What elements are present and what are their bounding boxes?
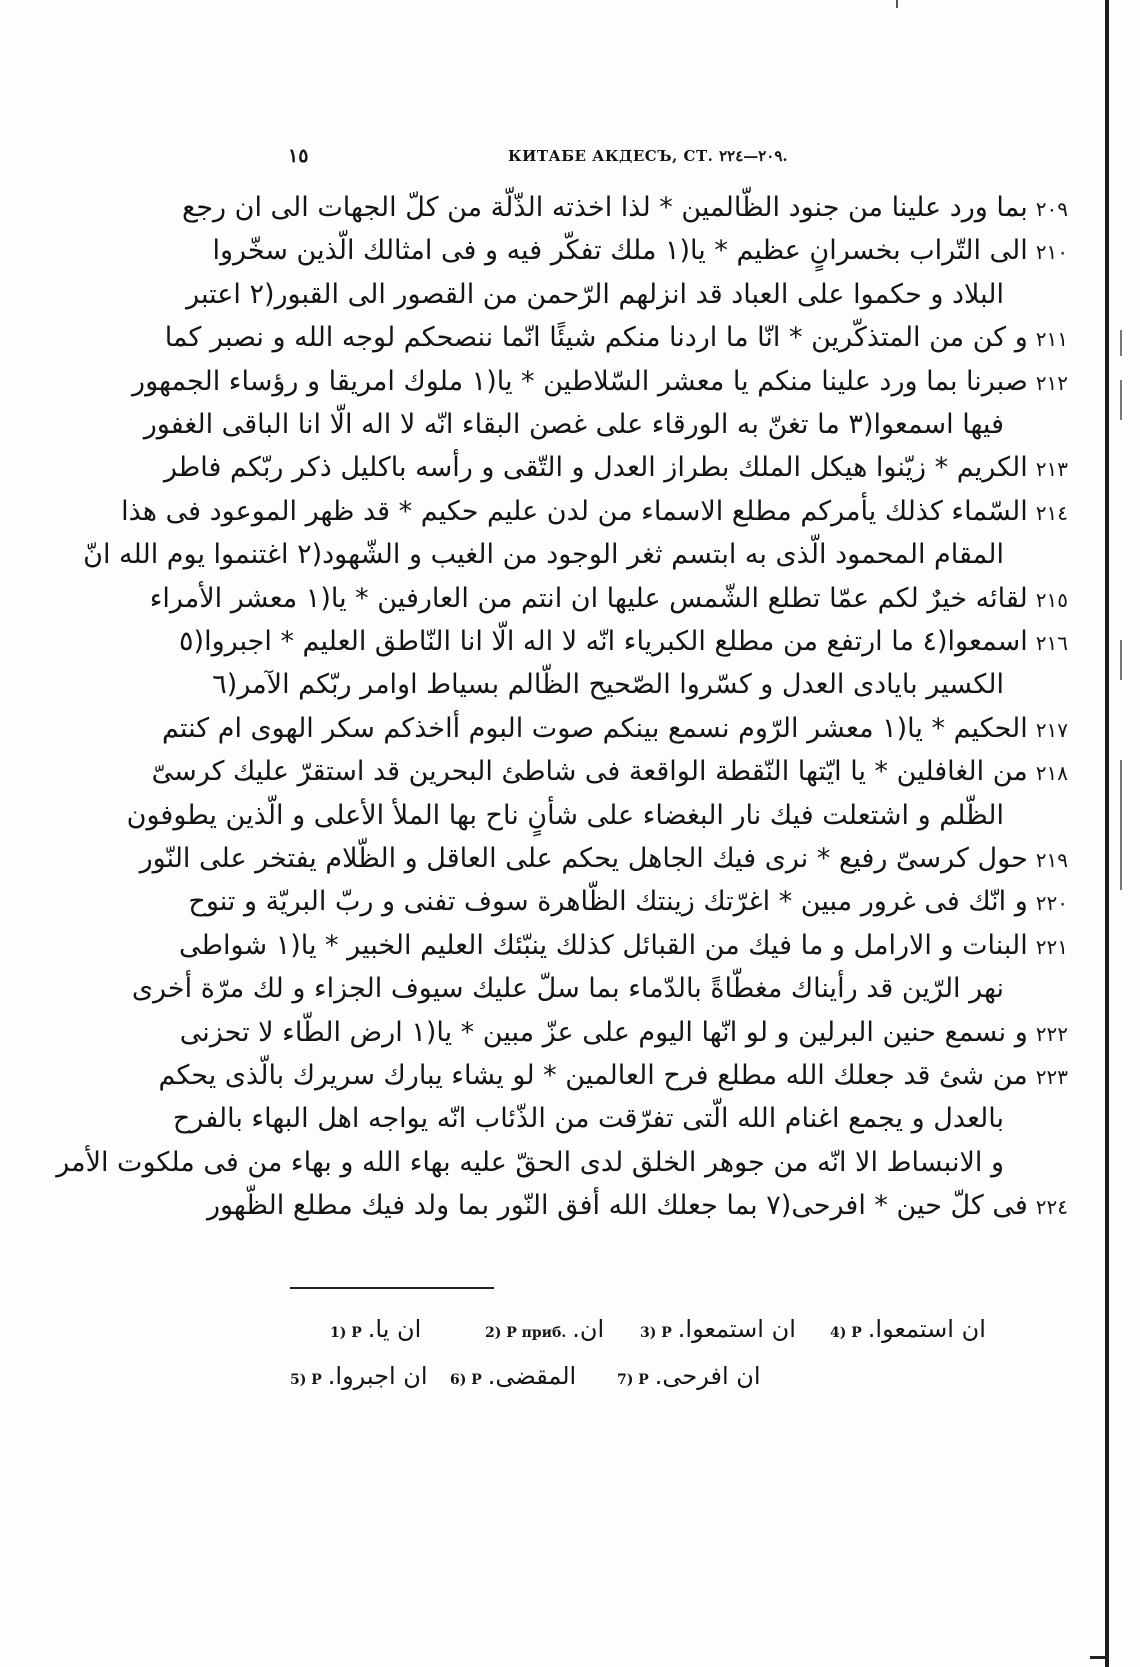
footnote-label: 7) P — [617, 1372, 649, 1388]
verse-line — [149, 579, 1068, 619]
verse-text: الحكيم * يا(١ معشر الرّوم نسمع بينكم صوت البوم أاخذكم سكر الهوى ام كنتم — [162, 713, 1028, 744]
verse-text: فيها اسمعوا(٣ ما تغنّ به الورقاء على غصن البقاء انّه لا اله الّا انا الباقى الغفور — [143, 409, 1004, 440]
verse-line — [139, 839, 1068, 879]
verse-text: بالعدل و يجمع اغنام الله الّتى تفرّقت من الذّئاب انّه يواجه اهل البهاء بالفرح — [172, 1103, 1004, 1134]
footnote — [485, 1312, 604, 1350]
footnote — [290, 1359, 428, 1397]
verse-number: ٢١٦ — [1035, 631, 1068, 655]
verse-line — [131, 969, 1004, 1009]
verse-line — [126, 796, 1004, 836]
footnote — [830, 1312, 986, 1350]
verse-line — [186, 275, 1004, 315]
footnote-text: ان افرحى. — [654, 1362, 761, 1390]
verse-number: ٢١٢ — [1035, 371, 1068, 395]
verse-line — [151, 752, 1068, 792]
verse-text: و الانبساط الا انّه من جوهر الخلق لدى الحقّ عليه بهاء الله و بهاء من فى ملكوت الأمر — [56, 1147, 1004, 1178]
verse-number: ٢٢١ — [1035, 935, 1068, 959]
footnote-text: ان يا. — [367, 1315, 422, 1343]
verse-text: الكسير بايادى العدل و كسّروا الصّحيح الظّالم بسياط اوامر ربّكم الآمر(٦ — [212, 669, 1004, 700]
page-number: ١٥ — [288, 145, 309, 167]
scan-artifact-mark — [896, 0, 898, 8]
verse-line — [212, 231, 1068, 271]
verse-text: و كن من المتذكّرين * انّا ما اردنا منكم شيئًا انّما ننصحكم لوجه الله و نصبر كما — [164, 322, 1028, 353]
verse-number: ٢١٥ — [1035, 588, 1068, 612]
verse-number: ٢٢٢ — [1035, 1022, 1068, 1046]
verse-text: من الغافلين * يا ايّتها النّقطة الواقعة فى شاطئ البحرين قد استقرّ عليك كرسىّ — [151, 756, 1028, 787]
footnote-label: 2) P приб. — [485, 1325, 567, 1341]
margin-mark — [1120, 330, 1122, 356]
footnote-label: 6) P — [450, 1372, 482, 1388]
verse-number: ٢١٠ — [1035, 240, 1068, 264]
verse-number: ٢١٣ — [1035, 457, 1068, 481]
margin-mark — [1120, 760, 1122, 890]
margin-mark — [1120, 640, 1122, 680]
verse-text: البنات و الارامل و ما فيك من القبائل كذلك ينبّئك العليم الخبير * يا(١ شواطى — [179, 930, 1028, 961]
footnote-row — [0, 1359, 1100, 1393]
verse-text: الكريم * زيّنوا هيكل الملك بطراز العدل و التّقى و رأسه باكليل ذكر ربّكم فاطر — [163, 452, 1028, 483]
verse-text: لقائه خيرٌ لكم عمّا تطلع الشّمس عليها ان انتم من العارفين * يا(١ معشر الأمراء — [149, 583, 1028, 614]
verse-line — [158, 1056, 1068, 1096]
verse-line — [206, 1186, 1068, 1226]
verse-number: ٢٢٠ — [1035, 891, 1068, 915]
verse-number: ٢١١ — [1035, 327, 1068, 351]
verse-number: ٢١٨ — [1035, 761, 1068, 785]
verse-text: البلاد و حكموا على العباد قد انزلهم الرّحمن من القصور الى القبور(٢ اعتبر — [186, 279, 1004, 310]
footnote-label: 5) P — [290, 1372, 322, 1388]
verse-line — [83, 535, 1004, 575]
verse-line — [164, 318, 1068, 358]
verse-text: اسمعوا(٤ ما ارتفع من مطلع الكبرياء انّه لا اله الّا انا النّاطق العليم * اجبروا(٥ — [179, 626, 1028, 657]
page-header — [286, 145, 1068, 169]
verse-text: من شئ قد جعلك الله مطلع فرح العالمين * لو يشاء يبارك سريرك بالّذى يحكم — [158, 1060, 1028, 1091]
footnote-row — [0, 1312, 1100, 1346]
verse-text: الظّلم و اشتعلت فيك نار البغضاء على شأنٍ ناح بها الملأ الأعلى و الّذين يطوفون — [126, 800, 1004, 831]
verse-text: الى التّراب بخسرانٍ عظيم * يا(١ ملك تفكّر فيه و فى امثالك الّذين سخّروا — [212, 235, 1028, 266]
verse-line — [212, 665, 1004, 705]
footnote-text: ان استمعوا. — [677, 1315, 796, 1343]
verse-number: ٢١٩ — [1035, 848, 1068, 872]
footnote — [450, 1359, 576, 1397]
verse-line — [179, 1013, 1068, 1053]
verse-text: السّماء كذلك يأمركم مطلع الاسماء من لدن عليم حكيم * قد ظهر الموعود فى هذا — [121, 496, 1028, 527]
scan-artifact-mark — [1090, 1656, 1108, 1659]
verse-text: بما ورد علينا من جنود الظّالمين * لذا اخذته الذّلّة من كلّ الجهات الى ان رجع — [181, 192, 1028, 223]
verse-line — [121, 492, 1068, 532]
footnote-label: 3) P — [640, 1325, 672, 1341]
verse-line — [143, 405, 1004, 445]
verse-text: فى كلّ حين * افرحى(٧ بما جعلك الله أفق النّور بما ولد فيك مطلع الظّهور — [206, 1190, 1028, 1221]
verse-line — [188, 882, 1068, 922]
footnote-label: 1) P — [330, 1325, 362, 1341]
verse-number: ٢٢٣ — [1035, 1065, 1068, 1089]
verse-text: نهر الرّين قد رأيناك مغطّاةً بالدّماء بما سلّ عليك سيوف الجزاء و لك مرّة أخرى — [131, 973, 1004, 1004]
verse-text: و نسمع حنين البرلين و لو انّها اليوم على عزّ مبين * يا(١ ارض الطّاء لا تحزنى — [179, 1017, 1028, 1048]
verse-number: ٢١٤ — [1035, 501, 1068, 525]
verse-line — [179, 926, 1068, 966]
verse-line — [172, 1099, 1004, 1139]
verse-line — [162, 709, 1068, 749]
verse-text: صبرنا بما ورد علينا منكم يا معشر السّلاطين * يا(١ ملوك امريقا و رؤساء الجمهور — [132, 366, 1028, 397]
verse-line — [132, 362, 1068, 402]
footnote-text: ان استمعوا. — [867, 1315, 986, 1343]
verse-line — [56, 1143, 1004, 1183]
footnote-text: ان. — [572, 1315, 605, 1343]
running-title: КИТАБЕ АКДЕСЪ, СТ. ٢٠٩—٢٢٤. — [508, 147, 788, 165]
verse-line — [179, 622, 1068, 662]
footnote — [330, 1312, 421, 1350]
footnote-text: ان اجبروا. — [327, 1362, 428, 1390]
verse-number: ٢٢٤ — [1035, 1195, 1068, 1219]
footnote — [617, 1359, 761, 1397]
footnote — [640, 1312, 796, 1350]
verse-text: حول كرسىّ رفيع * نرى فيك الجاهل يحكم على العاقل و الظّلام يفتخر على النّور — [139, 843, 1028, 874]
footnote-text: المقضى. — [487, 1362, 577, 1390]
verse-number: ٢٠٩ — [1035, 197, 1068, 221]
verse-line — [163, 448, 1068, 488]
verse-text: و انّك فى غرور مبين * اغرّتك زينتك الظّاهرة سوف تفنى و ربّ البريّة و تنوح — [188, 886, 1028, 917]
verse-line — [181, 188, 1068, 228]
margin-mark — [1120, 380, 1122, 420]
verse-text: المقام المحمود الّذى به ابتسم ثغر الوجود من الغيب و الشّهود(٢ اغتنموا يوم الله انّ — [83, 539, 1004, 570]
footnote-label: 4) P — [830, 1325, 862, 1341]
footnote-separator — [290, 1287, 494, 1289]
page-edge-shadow — [1105, 0, 1109, 1667]
verse-number: ٢١٧ — [1035, 718, 1068, 742]
